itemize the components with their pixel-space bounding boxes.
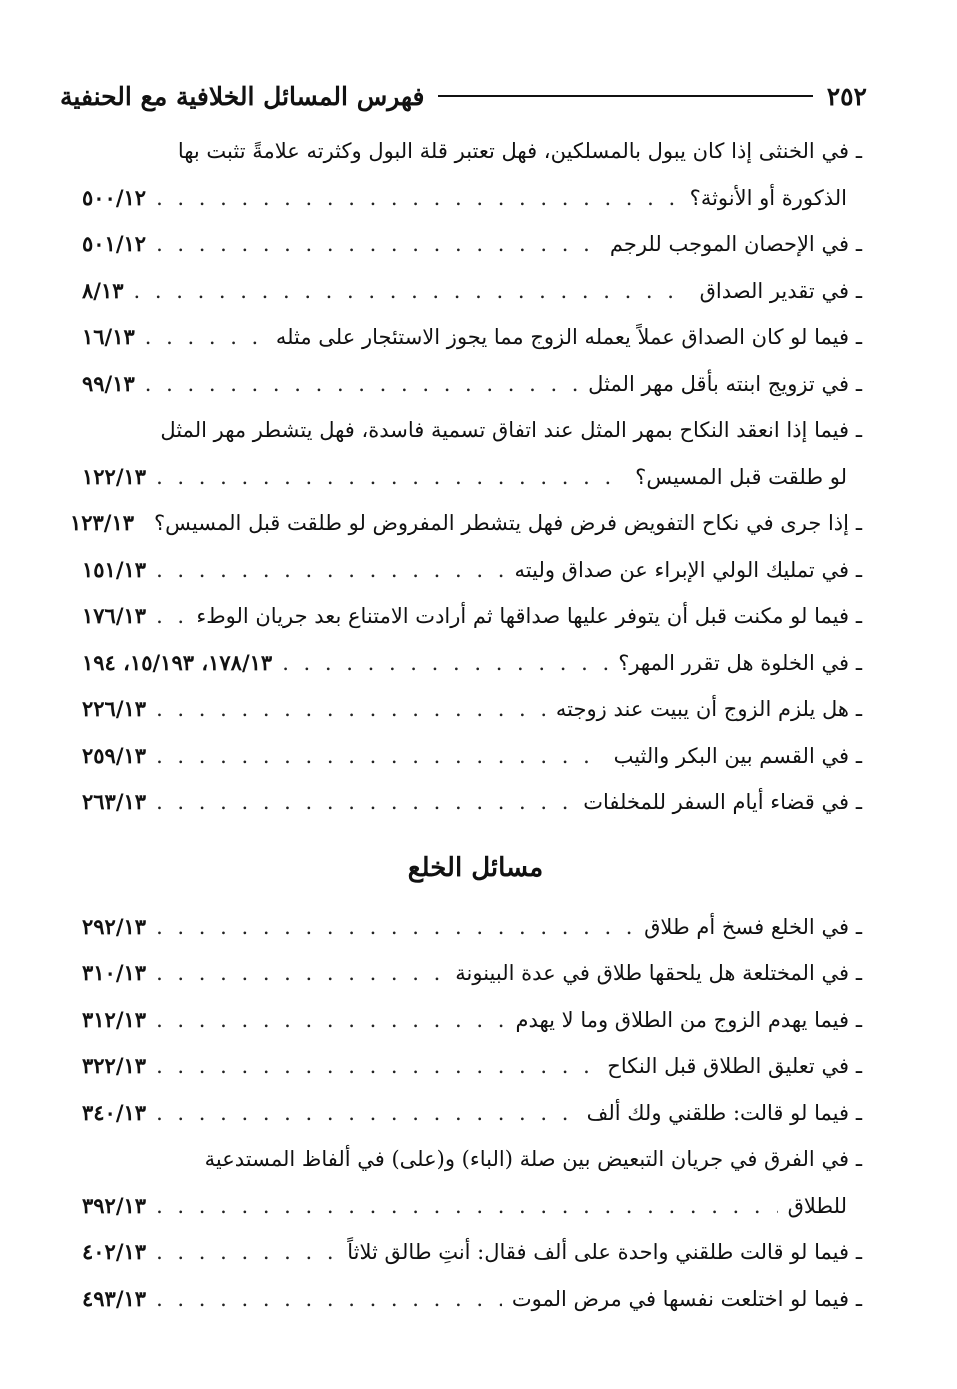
entry-line: [82, 950, 869, 997]
index-entry: [82, 1090, 869, 1137]
entry-dash: ـ: [855, 371, 863, 396]
entry-dash: ـ: [855, 557, 863, 582]
volume-page-ref: ٥٠١/١٢: [82, 231, 147, 256]
volume-page-ref: ٨/١٣: [82, 277, 124, 303]
entry-dash: ـ: [855, 790, 863, 814]
dot-leader: [282, 640, 608, 687]
volume-page-ref: ٢٩٢/١٣: [82, 913, 147, 939]
entry-line: [82, 454, 869, 501]
entry-line: [82, 593, 869, 640]
index-entry: [82, 314, 869, 361]
entry-line: [82, 128, 869, 175]
entry-line: [82, 640, 869, 687]
entry-line: [82, 1090, 869, 1137]
entry-line: [82, 904, 869, 951]
entry-text: في قضاء أيام السفر للمخلفات: [583, 790, 849, 814]
dot-leader: [156, 733, 604, 780]
index-entry: [82, 1229, 869, 1276]
entry-dash: ـ: [855, 1240, 863, 1264]
header-rule: [438, 95, 812, 97]
dot-leader: [145, 361, 578, 408]
entry-line: [82, 221, 869, 268]
volume-page-ref: ٤٠٢/١٣: [82, 1239, 147, 1264]
entry-line: [82, 268, 869, 315]
dot-leader: [156, 547, 504, 594]
entry-line: [82, 1136, 869, 1183]
volume-page-ref: ١٧٦/١٣: [82, 603, 147, 628]
index-entry: [82, 407, 869, 500]
entry-text: فيما لو مكنت قبل أن يتوفر عليها صداقها ثم أرادت الامتناع بعد جريان الوطء: [196, 604, 849, 628]
entry-text: هل يلزم الزوج أن يبيت عند زوجته: [555, 697, 849, 721]
dot-leader: [156, 1229, 337, 1276]
page-number: ٢٥٢: [826, 81, 867, 111]
entry-text: للطلاق: [787, 1193, 847, 1218]
index-entry: [82, 1276, 869, 1323]
entry-dash: ـ: [855, 278, 863, 303]
volume-page-ref: ١٧٨/١٣، ١٥/١٩٣، ١٩٤: [82, 649, 273, 675]
volume-page-ref: ٤٩٣/١٣: [82, 1285, 147, 1311]
volume-page-ref: ١٦/١٣: [82, 324, 135, 349]
entry-line: [82, 361, 869, 408]
entry-dash: ـ: [855, 1147, 863, 1171]
index-entry: [82, 547, 869, 594]
index-entry: [82, 950, 869, 997]
entry-text: فيما لو قالت طلقني واحدة على ألف فقال: أنتِ طالق ثلاثاً: [347, 1240, 849, 1264]
dot-leader: [156, 1090, 577, 1137]
entry-dash: ـ: [855, 418, 863, 442]
entry-text: فيما لو كان الصداق عملاً يعمله الزوج مما يجوز الاستئجار على مثله: [275, 325, 849, 349]
entry-dash: ـ: [855, 1054, 863, 1078]
entry-text: في تمليك الولي الإبراء عن صداق وليته: [514, 557, 849, 582]
entry-dash: ـ: [855, 743, 863, 768]
entry-dash: ـ: [855, 1007, 863, 1032]
volume-page-ref: ٣٤٠/١٣: [82, 1099, 147, 1125]
index-entry: [82, 361, 869, 408]
dot-leader: [156, 593, 186, 640]
dot-leader: [134, 268, 690, 315]
entry-line: [82, 1043, 869, 1090]
index-entry: [82, 221, 869, 268]
dot-leader: [156, 175, 680, 222]
running-title: فهرس المسائل الخلافية مع الحنفية: [60, 81, 425, 111]
volume-page-ref: ٩٩/١٣: [82, 370, 135, 396]
entry-dash: ـ: [855, 232, 863, 256]
dot-leader: [145, 314, 266, 361]
entry-dash: ـ: [855, 961, 863, 985]
running-header: [60, 74, 867, 118]
entry-text: في الفرق في جريان التبعيض بين صلة (الباء) و(على) في ألفاظ المستدعية: [204, 1147, 849, 1171]
entry-text: في تزويج ابنته بأقل مهر المثل: [588, 371, 849, 396]
index-entry: [69, 500, 869, 547]
entry-line: [82, 1276, 869, 1323]
entry-line: [82, 686, 869, 733]
index-entry: [82, 128, 869, 221]
index-entry: [82, 686, 869, 733]
dot-leader: [156, 454, 625, 501]
volume-page-ref: ١٢٣/١٣: [69, 510, 135, 535]
volume-page-ref: ٣١٠/١٣: [82, 960, 147, 985]
index-entry: [82, 1136, 869, 1229]
volume-page-ref: ٣١٢/١٣: [82, 1006, 147, 1032]
index-entry: [82, 593, 869, 640]
dot-leader: [156, 221, 600, 268]
dot-leader: [156, 904, 634, 951]
entry-line: [82, 733, 869, 780]
entry-dash: ـ: [855, 511, 863, 535]
dot-leader: [156, 686, 546, 733]
entry-text: فيما إذا انعقد النكاح بمهر المثل عند اتفاق تسمية فاسدة، فهل يتشطر مهر المثل: [160, 418, 849, 442]
volume-page-ref: ٢٥٩/١٣: [82, 742, 147, 768]
entry-text: الذكورة أو الأنوثة؟: [689, 185, 847, 210]
volume-page-ref: ٣٩٢/١٣: [82, 1192, 147, 1218]
entry-line: [82, 779, 869, 826]
entry-dash: ـ: [855, 604, 863, 628]
entry-dash: ـ: [855, 697, 863, 721]
entry-dash: ـ: [855, 1100, 863, 1125]
section-title: مسائل الخلع: [407, 852, 544, 883]
volume-page-ref: ٥٠٠/١٢: [82, 184, 147, 210]
volume-page-ref: ١٥١/١٣: [82, 556, 147, 582]
entry-dash: ـ: [855, 325, 863, 349]
entry-dash: ـ: [855, 139, 863, 163]
volume-page-ref: ٣٢٢/١٣: [82, 1053, 147, 1078]
entry-line: [82, 1229, 869, 1276]
entry-text: في تعليق الطلاق قبل النكاح: [607, 1054, 849, 1078]
index-entry: [82, 779, 869, 826]
index-entry: [82, 1043, 869, 1090]
index-entry: [82, 640, 869, 687]
entry-line: [82, 175, 869, 222]
volume-page-ref: ٢٢٦/١٣: [82, 696, 147, 721]
entry-text: في تقدير الصداق: [699, 278, 849, 303]
entry-dash: ـ: [855, 914, 863, 939]
entry-text: في المختلعة هل يلحقها طلاق في عدة البينونة: [455, 961, 849, 985]
index-entry: [82, 733, 869, 780]
dot-leader: [156, 1276, 502, 1323]
entry-text: فيما لو قالت: طلقني ولك ألف: [586, 1100, 849, 1125]
entry-dash: ـ: [855, 650, 863, 675]
entry-line: [82, 1183, 869, 1230]
entry-dash: ـ: [855, 1286, 863, 1311]
volume-page-ref: ٢٦٣/١٣: [82, 789, 147, 814]
dot-leader: [156, 1183, 778, 1230]
dot-leader: [156, 950, 445, 997]
entry-text: في الخنثى إذا كان يبول بالمسلكين، فهل تعتبر قلة البول وكثرته علامةً تثبت بها: [177, 139, 849, 163]
entry-text: في الخلع فسخ أم طلاق: [644, 914, 849, 939]
index-entry: [82, 268, 869, 315]
entry-line: [69, 500, 869, 547]
entry-text: إذا جرى في نكاح التفويض فرض فهل يتشطر المفروض لو طلقت قبل المسيس؟: [154, 511, 849, 535]
entry-text: في القسم بين البكر والثيب: [613, 743, 849, 768]
dot-leader: [156, 1043, 597, 1090]
entry-text: لو طلقت قبل المسيس؟: [635, 464, 847, 489]
entry-text: فيما لو اختلعت نفسها في مرض الموت: [511, 1286, 849, 1311]
entry-text: في الإحصان الموجب للرجم: [609, 232, 849, 256]
entry-line: [82, 997, 869, 1044]
entry-text: في الخلوة هل تقرر المهر؟: [618, 650, 849, 675]
index-entries: [69, 128, 869, 1322]
entry-line: [82, 407, 869, 454]
index-entry: [82, 904, 869, 951]
volume-page-ref: ١٢٢/١٣: [82, 463, 147, 489]
index-entry: [82, 997, 869, 1044]
dot-leader: [156, 997, 505, 1044]
dot-leader: [156, 779, 573, 826]
entry-text: فيما يهدم الزوج من الطلاق وما لا يهدم: [515, 1007, 849, 1032]
entry-line: [82, 547, 869, 594]
entry-line: [82, 314, 869, 361]
